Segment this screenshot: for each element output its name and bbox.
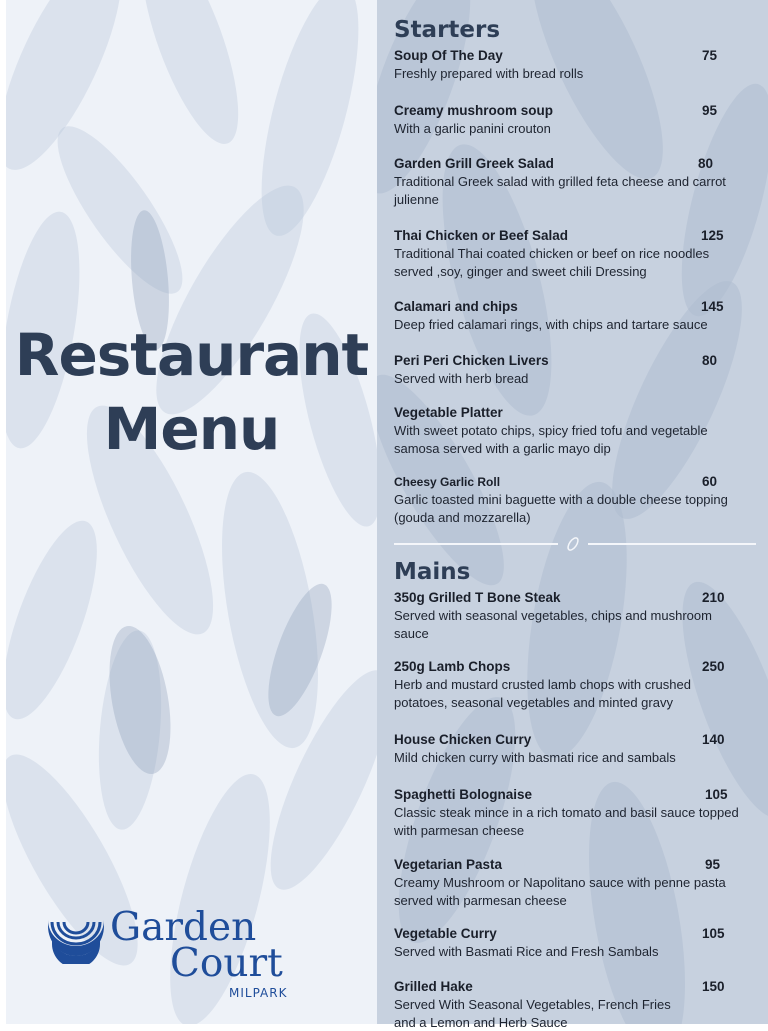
menu-title (6, 318, 377, 466)
logo-emblem-icon (46, 904, 106, 964)
menu-item (394, 298, 754, 334)
item-name: Spaghetti Bolognaise (394, 787, 533, 802)
item-price: 80 (698, 156, 714, 171)
starters-heading: Starters (394, 17, 501, 43)
item-description: With a garlic panini crouton (394, 121, 551, 136)
item-name: Grilled Hake (394, 979, 473, 994)
item-price: 140 (702, 732, 725, 747)
item-description: Mild chicken curry with basmati rice and sambals (394, 750, 676, 765)
item-name: Cheesy Garlic Roll (394, 475, 501, 489)
item-name: Vegetable Platter (394, 405, 503, 420)
item-name: 250g Lamb Chops (394, 659, 511, 674)
menu-item (394, 47, 746, 83)
menu-item (394, 155, 746, 208)
item-description: Traditional Thai coated chicken or beef on rice noodles served ,soy, ginger and sweet chili Dressing (394, 246, 710, 279)
logo-brand-line2: Court (170, 941, 283, 986)
cover-panel (0, 0, 377, 1024)
item-description: Served With Seasonal Vegetables, French Fries and a Lemon and Herb Sauce (394, 997, 671, 1030)
menu-item (394, 786, 746, 839)
item-price: 80 (702, 353, 718, 368)
item-name: Soup Of The Day (394, 48, 503, 63)
page-edge (0, 0, 6, 1024)
menu-item (394, 731, 746, 767)
item-name: Thai Chicken or Beef Salad (394, 228, 569, 243)
item-description: Served with herb bread (394, 371, 529, 386)
item-name: Calamari and chips (394, 299, 518, 314)
menu-item (394, 925, 746, 961)
item-description: Herb and mustard crusted lamb chops with crushed potatoes, seasonal vegetables and minted gravy (394, 677, 691, 710)
item-description: Deep fried calamari rings, with chips and tartare sauce (394, 317, 708, 332)
item-description: Creamy Mushroom or Napolitano sauce with penne pasta served with parmesan cheese (394, 875, 726, 908)
section-divider (394, 543, 756, 545)
item-name: House Chicken Curry (394, 732, 532, 747)
logo-brand-line1: Garden (110, 905, 257, 950)
item-name: Peri Peri Chicken Livers (394, 353, 549, 368)
menu-item (394, 404, 746, 457)
item-name: 350g Grilled T Bone Steak (394, 590, 561, 605)
item-price: 210 (702, 590, 725, 605)
menu-title-line2: Menu (103, 395, 280, 463)
menu-item (394, 589, 746, 642)
item-price: 125 (701, 228, 724, 243)
menu-item (394, 473, 746, 526)
item-description: Freshly prepared with bread rolls (394, 66, 584, 81)
item-price: 150 (702, 979, 725, 994)
item-price: 95 (705, 857, 721, 872)
menu-item (394, 102, 746, 138)
menu-title-line1: Restaurant (14, 321, 369, 389)
menu-item (394, 352, 746, 388)
item-price: 60 (702, 474, 718, 489)
item-price: 145 (701, 299, 724, 314)
item-name: Garden Grill Greek Salad (394, 156, 554, 171)
menu-item (394, 658, 746, 711)
logo-location: MILPARK (229, 986, 288, 1000)
item-description: Served with seasonal vegetables, chips and mushroom sauce (394, 608, 712, 641)
item-name: Vegetarian Pasta (394, 857, 503, 872)
item-price: 105 (705, 787, 728, 802)
item-price: 250 (702, 659, 725, 674)
item-description: Served with Basmati Rice and Fresh Sambals (394, 944, 659, 959)
menu-item (394, 978, 725, 1031)
leaf-pattern-background (0, 0, 377, 1024)
item-price: 95 (702, 103, 718, 118)
item-description: Garlic toasted mini baguette with a double cheese topping (gouda and mozzarella) (394, 492, 728, 525)
leaf-ornament-icon (565, 536, 581, 552)
item-description: Traditional Greek salad with grilled feta cheese and carrot julienne (394, 174, 726, 207)
garden-court-logo (46, 900, 306, 1010)
item-name: Creamy mushroom soup (394, 103, 554, 118)
item-price: 105 (702, 926, 725, 941)
menu-item (394, 856, 746, 909)
mains-heading: Mains (394, 559, 471, 585)
item-price: 75 (702, 48, 718, 63)
menu-item (394, 227, 746, 280)
menu-content (394, 0, 768, 1030)
item-description: Classic steak mince in a rich tomato and basil sauce topped with parmesan cheese (394, 805, 739, 838)
item-description: With sweet potato chips, spicy fried tofu and vegetable samosa served with a garlic mayo dip (394, 423, 708, 456)
item-name: Vegetable Curry (394, 926, 497, 941)
